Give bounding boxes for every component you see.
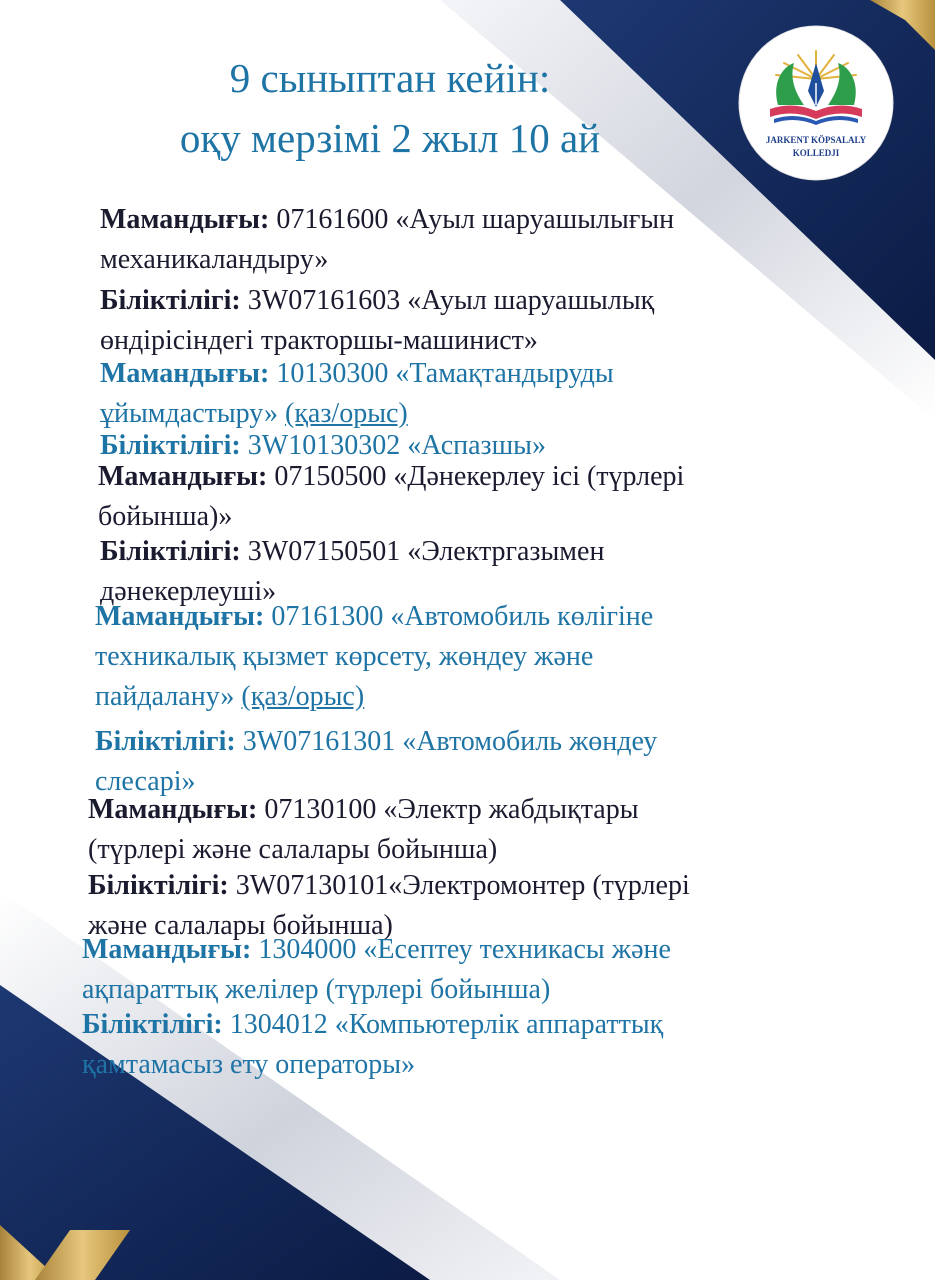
language-link[interactable]: (қаз/орыс)	[241, 681, 365, 712]
qualification-1	[100, 281, 654, 361]
qualification-label: Біліктілігі:	[100, 285, 241, 316]
specialty-6	[82, 930, 671, 1010]
qualification-label: Біліктілігі:	[100, 536, 241, 567]
specialty-text: 07161600 «Ауыл шаруашылығын механикаландыру»	[100, 204, 675, 275]
qualification-text: 1304012 «Компьютерлік аппараттық қамтамасыз ету операторы»	[82, 1009, 664, 1080]
specialty-label: Мамандығы:	[100, 358, 270, 389]
language-link[interactable]: (қаз/орыс)	[285, 398, 408, 429]
qualification-text: 3W07130101«Электромонтер (түрлері және салалары бойынша)	[88, 870, 690, 941]
qualification-label: Біліктілігі:	[100, 430, 241, 461]
college-logo	[738, 25, 894, 181]
specialty-3	[98, 457, 684, 537]
specialty-text: 10130300 «Тамақтандыруды ұйымдастыру»	[100, 358, 614, 429]
specialty-label: Мамандығы:	[88, 794, 258, 825]
specialty-text: 1304000 «Есептеу техникасы және ақпараттық желілер (түрлері бойынша)	[82, 934, 671, 1005]
specialty-label: Мамандығы:	[95, 601, 265, 632]
svg-text:KOLLEDJI: KOLLEDJI	[792, 148, 840, 158]
specialty-2	[100, 354, 614, 434]
qualification-label: Біліктілігі:	[95, 726, 236, 757]
specialty-text: 07150500 «Дәнекерлеу ісі (түрлері бойынша)»	[98, 461, 685, 532]
specialty-4	[95, 597, 653, 717]
specialty-text: 07130100 «Электр жабдықтары (түрлері және салалары бойынша)	[88, 794, 639, 865]
specialty-1	[100, 200, 674, 280]
svg-text:JARKENT KÖPSALALY: JARKENT KÖPSALALY	[765, 135, 867, 145]
title-line-1: 9 сыныптан кейін:	[229, 55, 551, 101]
qualification-text: 3W10130302 «Аспазшы»	[240, 430, 546, 461]
qualification-text: 3W07150501 «Электргазымен дәнекерлеуші»	[100, 536, 605, 607]
specialty-label: Мамандығы:	[100, 204, 270, 235]
title-line-2: оқу мерзімі 2 жыл 10 ай	[179, 115, 601, 161]
qualification-6	[82, 1005, 663, 1085]
qualification-text: 3W07161301 «Автомобиль жөндеу слесарі»	[95, 726, 658, 797]
qualification-text: 3W07161603 «Ауыл шаруашылық өндірісіндегі тракторшы-машинист»	[100, 285, 655, 356]
specialty-label: Мамандығы:	[82, 934, 252, 965]
qualification-label: Біліктілігі:	[88, 870, 229, 901]
specialty-text: 07161300 «Автомобиль көлігіне техникалық қызмет көрсету, жөндеу және пайдалану»	[95, 601, 654, 712]
qualification-label: Біліктілігі:	[82, 1009, 223, 1040]
specialty-label: Мамандығы:	[98, 461, 268, 492]
specialty-5	[88, 790, 639, 870]
